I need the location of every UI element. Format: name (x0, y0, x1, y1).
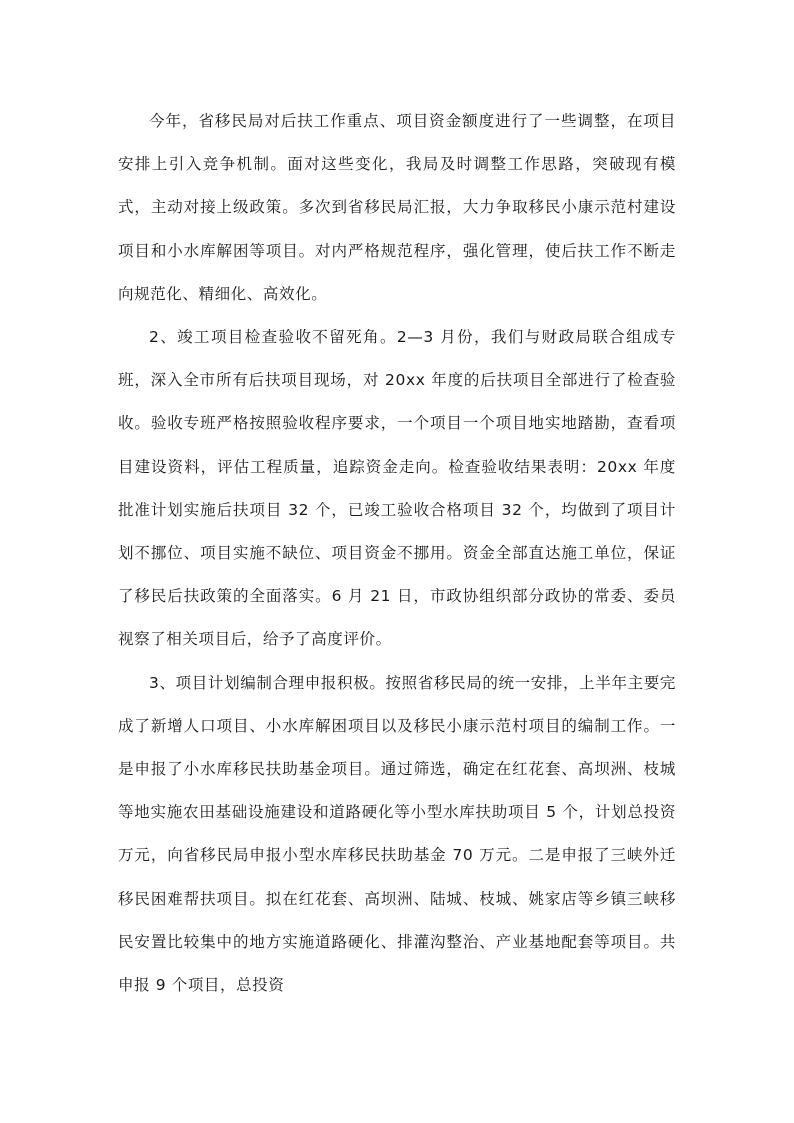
paragraph-section-3: 3、项目计划编制合理申报积极。按照省移民局的统一安排，上半年主要完成了新增人口项目、小水库解困项目以及移民小康示范村项目的编制工作。一是申报了小水库移民扶助基金项目。通过筛选，确定在红花套、高坝洲、枝城等地实施农田基础设施建设和道路硬化等小型水库扶助项目 5 个，计划总投资万元，向省移民局申报小型水库移民扶助基金 70 万元。二是申报了三峡外迁移民困难帮扶项目。拟在红花套、高坝洲、陆城、枝城、姚家店等乡镇三峡移民安置比较集中的地方实施道路硬化、排灌沟整治、产业基地配套等项目。共申报 9 个项目，总投资 (118, 673, 676, 995)
paragraph-intro: 今年，省移民局对后扶工作重点、项目资金额度进行了一些调整，在项目安排上引入竞争机制。面对这些变化，我局及时调整工作思路，突破现有模式，主动对接上级政策。多次到省移民局汇报，大力争取移民小康示范村建设项目和小水库解困等项目。对内严格规范程序，强化管理，使后扶工作不断走向规范化、精细化、高效化。 (118, 112, 676, 303)
document-body (118, 100, 676, 1007)
paragraph-section-2: 2、竣工项目检查验收不留死角。2—3 月份，我们与财政局联合组成专班，深入全市所有后扶项目现场，对 20xx 年度的后扶项目全部进行了检查验收。验收专班严格按照验收程序要求，一个项目一个项目地实地踏勘，查看项目建设资料，评估工程质量，追踪资金走向。检查验收结果表明：20xx 年度批准计划实施后扶项目 32 个，已竣工验收合格项目 32 个，均做到了项目计划不挪位、项目实施不缺位、项目资金不挪用。资金全部直达施工单位，保证了移民后扶政策的全面落实。6 月 21 日，市政协组织部分政协的常委、委员视察了相关项目后，给予了高度评价。 (118, 328, 676, 649)
